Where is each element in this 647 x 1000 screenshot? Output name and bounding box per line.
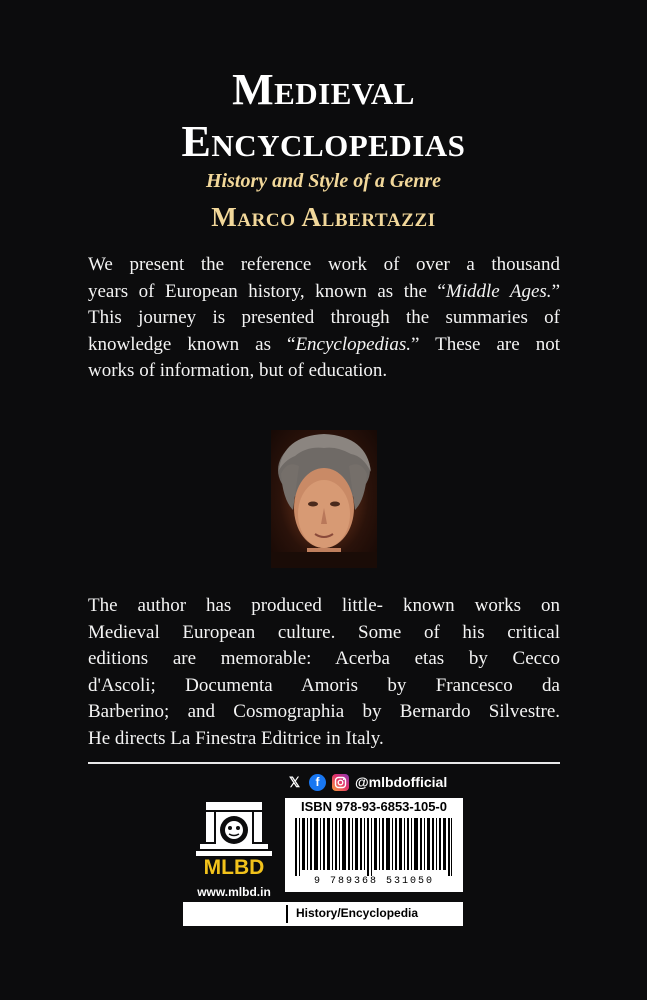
bio-line: d'Ascoli; Documenta Amoris by Francesco da [88, 674, 560, 696]
isbn-barcode-box [285, 798, 463, 892]
isbn-label: ISBN 978-93-6853-105-0 [301, 799, 447, 814]
barcode [295, 818, 453, 876]
bio-line: He directs La Finestra Editrice in Italy. [88, 727, 384, 749]
instagram-icon[interactable] [332, 774, 349, 791]
bio-line: Barberino; and Cosmographia by Bernardo Silvestre. [88, 701, 560, 722]
title-line-1: Medieval [232, 65, 415, 114]
author-name: Marco Albertazzi [211, 202, 436, 232]
bio-line: Medieval European culture. Some of his critical [88, 621, 560, 643]
description-line: This journey is presented through the summaries of [88, 307, 560, 328]
description-line: works of information, but of education. [88, 360, 388, 381]
description-line: knowledge known as “Encyclopedias.” These are not [88, 333, 560, 355]
publisher-url[interactable]: www.mlbd.in [197, 885, 271, 899]
category-divider [286, 905, 288, 923]
x-icon[interactable]: 𝕏 [288, 773, 301, 790]
social-links [286, 772, 447, 792]
social-handle[interactable]: @mlbdofficial [355, 774, 448, 790]
facebook-icon[interactable]: f [309, 774, 326, 791]
barcode-digits: 9 789368 531050 [313, 876, 434, 887]
category-label: History/Encyclopedia [296, 906, 419, 920]
publisher-name: MLBD [203, 856, 265, 879]
bio-line: The author has produced little- known works on [88, 595, 560, 616]
category-box [183, 902, 463, 926]
author-bio [88, 593, 560, 752]
description-line: We present the reference work of over a thousand [88, 254, 560, 275]
subtitle: History and Style of a Genre [206, 170, 441, 192]
book-description [88, 252, 560, 385]
bio-line: editions are memorable: Acerba etas by Cecco [88, 648, 560, 669]
title-line-2: Encyclopedias [181, 117, 466, 166]
description-line: years of European history, known as the “Middle Ages.” [88, 280, 560, 302]
author-photo [271, 430, 377, 568]
divider [88, 762, 560, 764]
